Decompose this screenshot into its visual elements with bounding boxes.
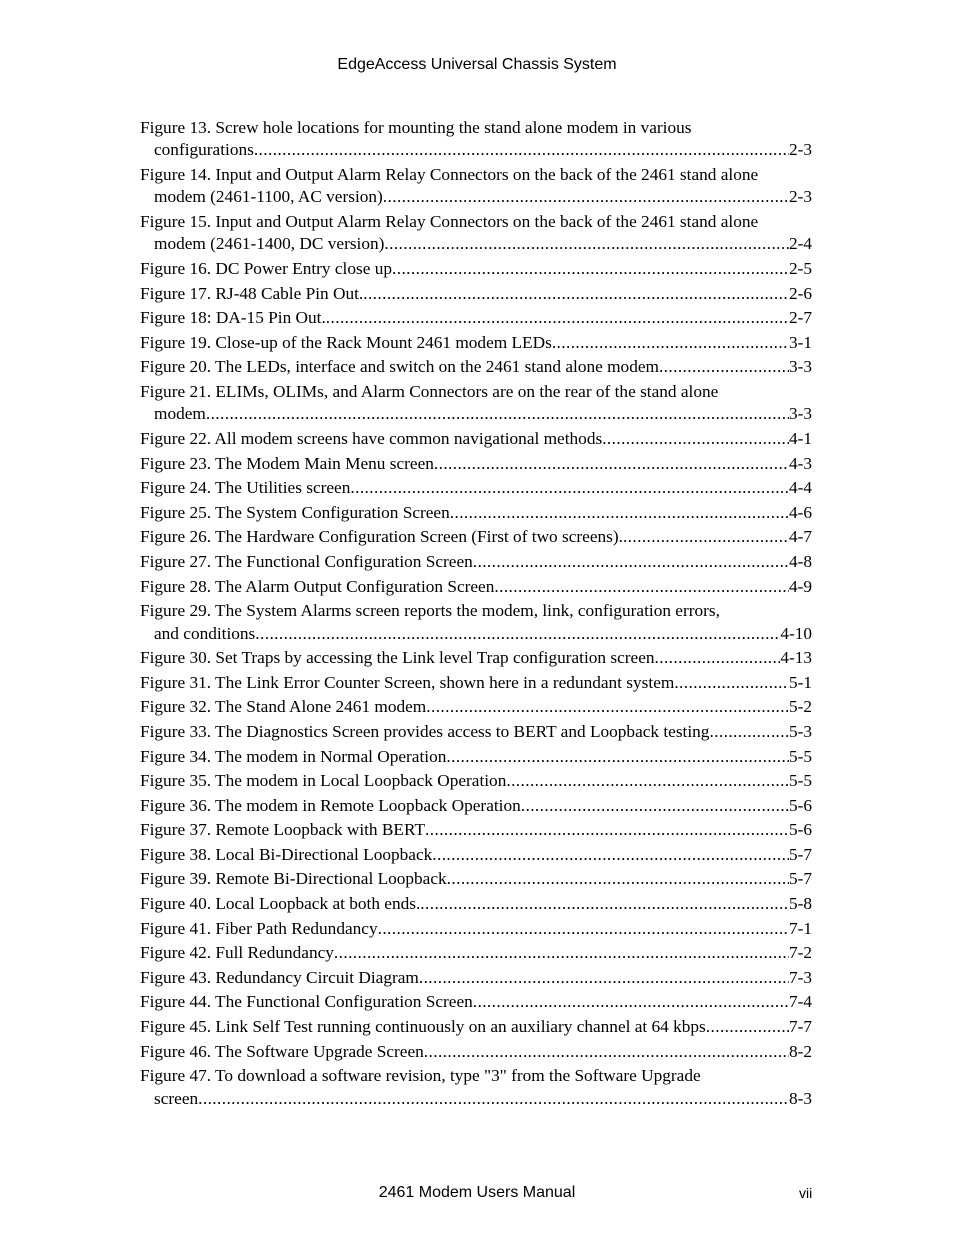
dot-leader bbox=[198, 1088, 789, 1110]
toc-entry bbox=[140, 746, 812, 768]
dot-leader bbox=[623, 526, 789, 548]
toc-entry-caption-line: Figure 15. Input and Output Alarm Relay Connectors on the back of the 2461 stand alone bbox=[140, 212, 759, 231]
toc-entry bbox=[140, 942, 812, 964]
toc-entry-caption-line: Figure 47. To download a software revision, type "3" from the Software Upgrade bbox=[140, 1066, 701, 1086]
toc-entry bbox=[140, 381, 812, 426]
toc-entry-caption: Figure 22. All modem screens have common navigational methods bbox=[140, 428, 603, 448]
toc-entry-caption-line: Figure 21. ELIMs, OLIMs, and Alarm Connectors are on the rear of the stand alone bbox=[140, 381, 719, 401]
toc-entry-caption: Figure 41. Fiber Path Redundancy bbox=[140, 918, 378, 938]
toc-entry-caption: Figure 40. Local Loopback at both ends. bbox=[140, 894, 421, 914]
toc-entry-caption: and conditions bbox=[154, 623, 256, 643]
toc-entry bbox=[140, 819, 812, 841]
toc-entry-caption: modem bbox=[154, 404, 206, 424]
toc-entry-caption: Figure 31. The Link Error Counter Screen, shown here in a redundant system bbox=[140, 672, 675, 692]
dot-leader bbox=[426, 696, 789, 718]
toc-entry-line bbox=[140, 942, 812, 964]
toc-page-number: 4-8 bbox=[788, 551, 812, 571]
toc-entry bbox=[140, 551, 812, 573]
toc-entry-line bbox=[140, 526, 812, 548]
toc-entry bbox=[140, 283, 812, 305]
toc-entry-caption: modem (2461-1100, AC version) bbox=[154, 187, 383, 207]
toc-entry-line bbox=[140, 623, 812, 645]
dot-leader bbox=[709, 721, 789, 743]
toc-entry-line bbox=[140, 139, 812, 161]
toc-entry bbox=[140, 307, 812, 329]
toc-entry-line bbox=[140, 672, 812, 694]
toc-page-number: 5-6 bbox=[788, 820, 812, 840]
toc-page-number: 5-5 bbox=[788, 746, 812, 766]
toc-entry-caption: Figure 35. The modem in Local Loopback Operation bbox=[140, 771, 507, 791]
toc-entry-line bbox=[140, 356, 812, 378]
toc-entry-caption: Figure 46. The Software Upgrade Screen bbox=[140, 1041, 424, 1061]
toc-entry-caption: Figure 37. Remote Loopback with BERT bbox=[140, 820, 426, 840]
toc-page-number: 4-3 bbox=[788, 453, 812, 473]
toc-entry-caption: Figure 17. RJ-48 Cable Pin Out. bbox=[140, 283, 364, 303]
dot-leader bbox=[206, 403, 789, 425]
toc-entry-line bbox=[140, 918, 812, 940]
toc-entry-line bbox=[140, 551, 812, 573]
toc-entry-caption: modem (2461-1400, DC version) bbox=[154, 234, 385, 254]
dot-leader bbox=[384, 233, 789, 255]
dot-leader bbox=[494, 576, 789, 598]
toc-entry-line bbox=[140, 893, 812, 915]
toc-entry-caption: Figure 44. The Functional Configuration Screen bbox=[140, 992, 473, 1012]
toc-entry bbox=[140, 1065, 812, 1110]
toc-page-number: 7-4 bbox=[788, 992, 812, 1012]
toc-entry bbox=[140, 721, 812, 743]
toc-page-number: 2-3 bbox=[788, 187, 812, 207]
toc-page-number: 7-1 bbox=[788, 918, 812, 938]
toc-entry bbox=[140, 477, 812, 499]
toc-entry bbox=[140, 576, 812, 598]
toc-page-number: 2-5 bbox=[788, 259, 812, 278]
toc-entry-line bbox=[140, 1016, 812, 1038]
toc-entry-caption: configurations bbox=[154, 140, 254, 160]
toc-entry-caption: screen bbox=[154, 1088, 199, 1108]
dot-leader bbox=[334, 942, 789, 964]
list-of-figures bbox=[140, 117, 812, 1112]
toc-entry-caption: Figure 18: DA-15 Pin Out. bbox=[140, 308, 326, 328]
dot-leader bbox=[447, 868, 789, 890]
toc-entry-caption: Figure 33. The Diagnostics Screen provides access to BERT and Loopback testing bbox=[140, 721, 710, 741]
toc-entry bbox=[140, 868, 812, 890]
toc-entry bbox=[140, 1041, 812, 1063]
dot-leader bbox=[450, 502, 789, 524]
toc-page-number: 3-3 bbox=[788, 404, 812, 424]
toc-entry-line bbox=[140, 307, 812, 329]
toc-page-number: 4-9 bbox=[788, 576, 812, 596]
toc-page-number: 4-4 bbox=[788, 478, 812, 498]
toc-entry-caption: Figure 19. Close-up of the Rack Mount 2461 modem LEDs bbox=[140, 332, 552, 352]
toc-page-number: 5-7 bbox=[788, 869, 812, 889]
toc-entry-line bbox=[140, 233, 812, 255]
toc-entry bbox=[140, 1016, 812, 1038]
dot-leader bbox=[655, 647, 781, 669]
toc-entry-line bbox=[140, 746, 812, 768]
toc-entry-caption: Figure 25. The System Configuration Screen bbox=[140, 502, 450, 522]
dot-leader bbox=[420, 893, 789, 915]
dot-leader bbox=[434, 453, 789, 475]
toc-entry bbox=[140, 117, 812, 162]
dot-leader bbox=[255, 623, 780, 645]
dot-leader bbox=[706, 1016, 789, 1038]
dot-leader bbox=[473, 551, 789, 573]
toc-entry-line bbox=[140, 502, 812, 524]
toc-entry-line bbox=[140, 1088, 812, 1110]
toc-entry-line bbox=[140, 991, 812, 1013]
toc-entry-line bbox=[140, 186, 812, 208]
footer-title: 2461 Modem Users Manual bbox=[378, 1184, 576, 1201]
toc-entry bbox=[140, 795, 812, 817]
toc-entry-caption: Figure 24. The Utilities screen bbox=[140, 478, 351, 498]
toc-entry-line bbox=[140, 576, 812, 598]
toc-entry-caption: Figure 45. Link Self Test running continuously on an auxiliary channel at 64 kbps bbox=[140, 1017, 706, 1037]
toc-entry bbox=[140, 600, 812, 645]
toc-entry-line bbox=[140, 332, 812, 354]
dot-leader bbox=[552, 332, 789, 354]
dot-leader bbox=[446, 746, 789, 768]
footer-page-number: vii bbox=[799, 1185, 813, 1201]
toc-entry bbox=[140, 332, 812, 354]
toc-entry-caption: Figure 30. Set Traps by accessing the Link level Trap configuration screen bbox=[140, 648, 655, 668]
toc-entry-line bbox=[140, 258, 812, 280]
toc-entry bbox=[140, 967, 812, 989]
running-header: EdgeAccess Universal Chassis System bbox=[337, 56, 617, 73]
toc-entry bbox=[140, 211, 812, 256]
toc-page-number: 5-5 bbox=[788, 771, 812, 791]
toc-entry-caption: Figure 23. The Modem Main Menu screen bbox=[140, 453, 434, 473]
toc-entry-caption: Figure 28. The Alarm Output Configuration Screen bbox=[140, 576, 495, 596]
dot-leader bbox=[506, 770, 789, 792]
dot-leader bbox=[602, 428, 789, 450]
toc-entry bbox=[140, 502, 812, 524]
toc-page-number: 2-7 bbox=[788, 308, 812, 328]
toc-entry bbox=[140, 844, 812, 866]
toc-entry-line bbox=[140, 844, 812, 866]
toc-page-number: 8-3 bbox=[788, 1088, 812, 1108]
dot-leader bbox=[392, 258, 789, 280]
toc-entry-caption: Figure 38. Local Bi-Directional Loopback bbox=[140, 844, 433, 864]
toc-entry-line bbox=[140, 696, 812, 718]
toc-entry bbox=[140, 428, 812, 450]
toc-page-number: 3-3 bbox=[788, 357, 812, 377]
toc-entry-caption-line: Figure 14. Input and Output Alarm Relay Connectors on the back of the 2461 stand alone bbox=[140, 165, 759, 184]
toc-entry bbox=[140, 991, 812, 1013]
toc-page-number: 2-4 bbox=[788, 234, 812, 254]
toc-entry bbox=[140, 893, 812, 915]
dot-leader bbox=[383, 186, 789, 208]
toc-entry bbox=[140, 526, 812, 548]
toc-entry-line bbox=[140, 721, 812, 743]
toc-page-number: 4-6 bbox=[788, 502, 812, 522]
toc-page-number: 4-10 bbox=[780, 623, 812, 643]
dot-leader bbox=[432, 844, 789, 866]
toc-entry bbox=[140, 356, 812, 378]
toc-entry-caption-line: Figure 13. Screw hole locations for mounting the stand alone modem in various bbox=[140, 118, 692, 137]
toc-page-number: 7-7 bbox=[788, 1017, 812, 1037]
toc-page-number: 8-2 bbox=[788, 1041, 812, 1061]
toc-entry-line bbox=[140, 770, 812, 792]
dot-leader bbox=[350, 477, 789, 499]
toc-page-number: 5-3 bbox=[788, 721, 812, 741]
toc-entry bbox=[140, 164, 812, 209]
toc-entry-line bbox=[140, 868, 812, 890]
toc-entry-caption: Figure 27. The Functional Configuration Screen bbox=[140, 551, 473, 571]
toc-entry bbox=[140, 672, 812, 694]
toc-entry bbox=[140, 696, 812, 718]
toc-entry-line bbox=[140, 477, 812, 499]
toc-entry-caption: Figure 42. Full Redundancy bbox=[140, 943, 334, 963]
toc-entry-line bbox=[140, 428, 812, 450]
toc-page-number: 4-1 bbox=[788, 428, 812, 448]
toc-entry-caption: Figure 43. Redundancy Circuit Diagram bbox=[140, 967, 419, 987]
toc-page-number: 3-1 bbox=[788, 332, 812, 352]
toc-entry bbox=[140, 647, 812, 669]
toc-entry bbox=[140, 770, 812, 792]
toc-entry-line bbox=[140, 967, 812, 989]
toc-page-number: 2-3 bbox=[788, 140, 812, 160]
toc-page-number: 5-6 bbox=[788, 795, 812, 815]
toc-page-number: 5-1 bbox=[788, 672, 812, 692]
toc-entry-line bbox=[140, 283, 812, 305]
toc-entry bbox=[140, 453, 812, 475]
toc-entry-line bbox=[140, 453, 812, 475]
toc-entry bbox=[140, 918, 812, 940]
toc-entry-caption: Figure 39. Remote Bi-Directional Loopback bbox=[140, 869, 447, 889]
toc-page-number: 5-8 bbox=[788, 894, 812, 914]
dot-leader bbox=[363, 283, 789, 305]
toc-entry-caption: Figure 34. The modem in Normal Operation bbox=[140, 746, 447, 766]
toc-entry-caption: Figure 16. DC Power Entry close up bbox=[140, 259, 392, 278]
toc-entry-caption: Figure 26. The Hardware Configuration Screen (First of two screens). bbox=[140, 527, 623, 547]
toc-page-number: 2-6 bbox=[788, 283, 812, 303]
toc-entry-line bbox=[140, 647, 812, 669]
dot-leader bbox=[659, 356, 789, 378]
toc-entry-caption: Figure 20. The LEDs, interface and switch on the 2461 stand alone modem bbox=[140, 357, 659, 377]
toc-page-number: 4-7 bbox=[788, 527, 812, 547]
toc-entry bbox=[140, 258, 812, 280]
toc-page-number: 7-3 bbox=[788, 967, 812, 987]
toc-page-number: 5-2 bbox=[788, 697, 812, 717]
toc-page-number: 7-2 bbox=[788, 943, 812, 963]
dot-leader bbox=[326, 307, 789, 329]
toc-entry-line bbox=[140, 819, 812, 841]
dot-leader bbox=[424, 1041, 789, 1063]
dot-leader bbox=[378, 918, 789, 940]
toc-entry-line bbox=[140, 403, 812, 425]
toc-entry-line bbox=[140, 1041, 812, 1063]
toc-entry-caption-line: Figure 29. The System Alarms screen reports the modem, link, configuration errors, bbox=[140, 601, 720, 621]
dot-leader bbox=[473, 991, 789, 1013]
dot-leader bbox=[425, 819, 789, 841]
dot-leader bbox=[419, 967, 789, 989]
toc-entry-caption: Figure 32. The Stand Alone 2461 modem bbox=[140, 697, 427, 717]
dot-leader bbox=[521, 795, 789, 817]
toc-page-number: 5-7 bbox=[788, 844, 812, 864]
toc-entry-caption: Figure 36. The modem in Remote Loopback Operation bbox=[140, 795, 521, 815]
dot-leader bbox=[674, 672, 789, 694]
toc-entry-line bbox=[140, 795, 812, 817]
toc-page-number: 4-13 bbox=[780, 648, 812, 668]
dot-leader bbox=[254, 139, 789, 161]
